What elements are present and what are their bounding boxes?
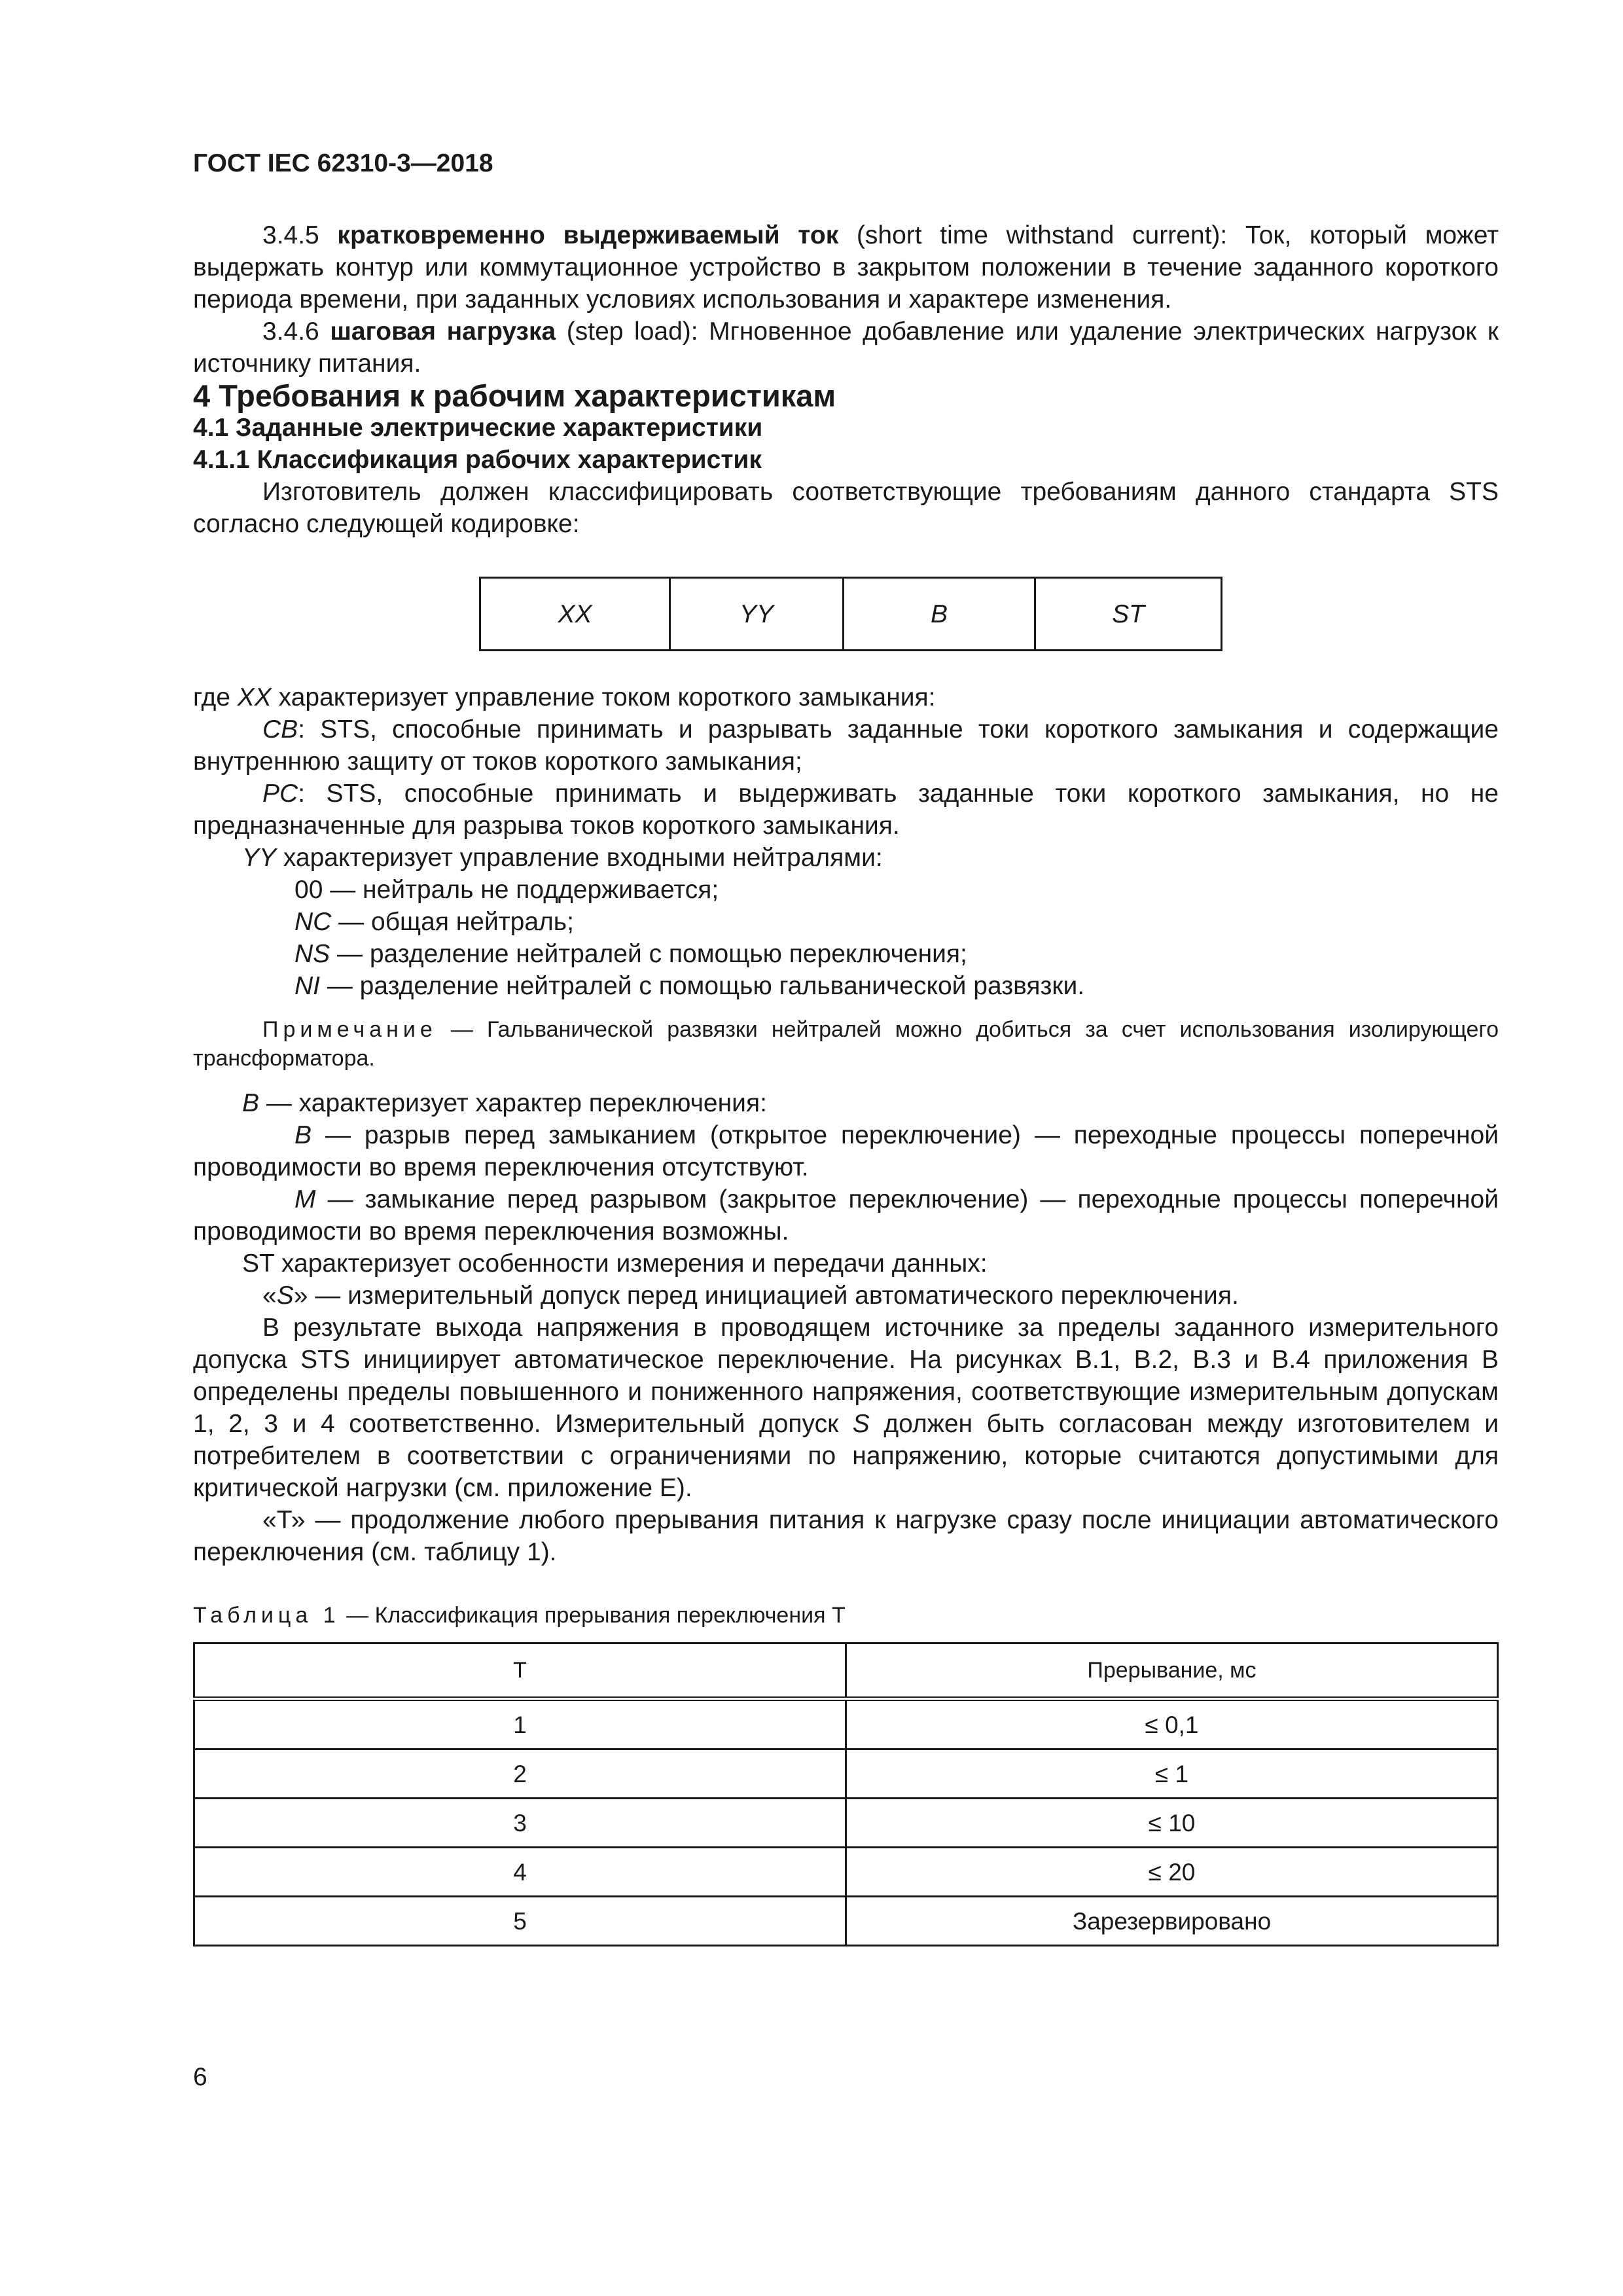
table-row — [194, 1749, 1498, 1799]
definition-3-4-5 — [193, 219, 1499, 315]
yy-00-item: 00 — нейтраль не поддерживается; — [294, 876, 719, 904]
b-make-item: M — замыкание перед разрывом (закрытое переключение) — переходные процессы поперечной проводимости во время переключения возможны. — [193, 1185, 1499, 1246]
table-row — [194, 1848, 1498, 1897]
definition-3-4-6 — [193, 315, 1499, 380]
table-cell: 1 — [194, 1699, 846, 1749]
table-cell: ≤ 0,1 — [846, 1699, 1498, 1749]
table-row — [194, 1699, 1498, 1749]
b-symbol: B — [242, 1089, 260, 1117]
definition-term: кратковременно выдерживаемый ток — [337, 221, 839, 249]
st-paragraph: В результате выхода напряжения в проводящем источнике за пределы заданного измерительного допуска STS инициирует автоматическое переключение. На рисунках В.1, В.2, В.3 и В.4 приложения В определены пределы повышенного и пониженного напряжения, соответствующие измерительным допускам 1, 2, 3 и 4 соответственно. Измерительный допуск S должен быть согласован между изготовителем и потребителем в соответствии с ограничениями по напряжению, которые считаются допустимыми для критической нагрузки (см. приложение Е). — [193, 1314, 1499, 1502]
yy-symbol: YY — [242, 844, 277, 872]
xx-cb-item: CB: STS, способные принимать и разрывать заданные токи короткого замыкания и содержащие внутреннюю защиту от токов короткого замыкания; — [193, 715, 1499, 776]
document-id: ГОСТ IEC 62310-3—2018 — [193, 149, 493, 177]
note — [193, 1015, 1499, 1073]
xx-symbol: XX — [237, 683, 272, 711]
table-cell: ≤ 10 — [846, 1799, 1498, 1848]
definition-number: 3.4.5 — [262, 221, 319, 249]
classification-code-boxes — [479, 577, 1222, 651]
table-header-cell: Прерывание, мс — [846, 1643, 1498, 1699]
table-row — [194, 1897, 1498, 1946]
xx-pc-item: PC: STS, способные принимать и выдерживать заданные токи короткого замыкания, но не предназначенные для разрыва токов короткого замыкания. — [193, 780, 1499, 840]
yy-lead: YY характеризует управление входными нейтралями: — [242, 844, 883, 872]
table-cell: 2 — [194, 1749, 846, 1799]
table-1 — [193, 1642, 1499, 1946]
definition-text: (short time withstand current): Ток, который может выдержать контур или коммутационное устройство в закрытом положении в течение заданного короткого периода времени, при заданных условиях использования и характере изменения. — [193, 221, 1499, 314]
code-box-st: ST — [1035, 578, 1222, 651]
section-4-title: 4 Требования к рабочим характеристикам — [193, 378, 836, 413]
table-caption-label: Таблица 1 — [193, 1603, 340, 1628]
st-t-item: «Т» — продолжение любого прерывания питания к нагрузке сразу после инициации автоматического переключения (см. таблицу 1). — [193, 1506, 1499, 1566]
yy-nc-item: NC — общая нейтраль; — [294, 908, 574, 936]
definition-number: 3.4.6 — [262, 317, 319, 346]
section-4-1-1-title: 4.1.1 Классификация рабочих характеристик — [193, 446, 762, 474]
page-content — [193, 219, 1499, 1946]
definition-term: шаговая нагрузка — [330, 317, 556, 346]
table-1-caption — [193, 1600, 1499, 1632]
yy-ni-item: NI — разделение нейтралей с помощью гальванической развязки. — [294, 972, 1085, 1000]
pc-symbol: PC — [262, 780, 298, 808]
b-lead: B — характеризует характер переключения: — [242, 1089, 767, 1117]
table-header-cell: Т — [194, 1643, 846, 1699]
code-box-yy: YY — [670, 578, 844, 651]
table-cell: 4 — [194, 1848, 846, 1897]
table-cell: 5 — [194, 1897, 846, 1946]
cb-symbol: CB — [262, 715, 298, 744]
table-row — [194, 1799, 1498, 1848]
table-header-row — [194, 1643, 1498, 1699]
table-cell: ≤ 20 — [846, 1848, 1498, 1897]
note-label: Примечание — [262, 1017, 437, 1042]
table-cell: ≤ 1 — [846, 1749, 1498, 1799]
xx-lead: где XX характеризует управление током короткого замыкания: — [193, 683, 936, 711]
s-symbol: S — [276, 1282, 294, 1310]
code-box-b: B — [844, 578, 1035, 651]
st-s-item: «S» — измерительный допуск перед инициацией автоматического переключения. — [262, 1282, 1239, 1310]
table-caption-text: — Классификация прерывания переключения Т — [340, 1603, 846, 1628]
code-box-xx: XX — [480, 578, 670, 651]
classification-intro: Изготовитель должен классифицировать соответствующие требованиям данного стандарта STS согласно следующей кодировке: — [193, 478, 1499, 538]
b-break-item: B — разрыв перед замыканием (открытое переключение) — переходные процессы поперечной проводимости во время переключения отсутствуют. — [193, 1121, 1499, 1181]
table-cell: Зарезервировано — [846, 1897, 1498, 1946]
definition-text: (step load): Мгновенное добавление или удаление электрических нагрузок к источнику питания. — [193, 317, 1499, 378]
page-number: 6 — [193, 2063, 207, 2091]
note-text: — Гальванической развязки нейтралей можно добиться за счет использования изолирующего трансформатора. — [193, 1017, 1499, 1071]
table-cell: 3 — [194, 1799, 846, 1848]
yy-ns-item: NS — разделение нейтралей с помощью переключения; — [294, 940, 967, 968]
section-4-1-title: 4.1 Заданные электрические характеристики — [193, 414, 763, 442]
st-lead: ST характеризует особенности измерения и передачи данных: — [242, 1249, 988, 1278]
